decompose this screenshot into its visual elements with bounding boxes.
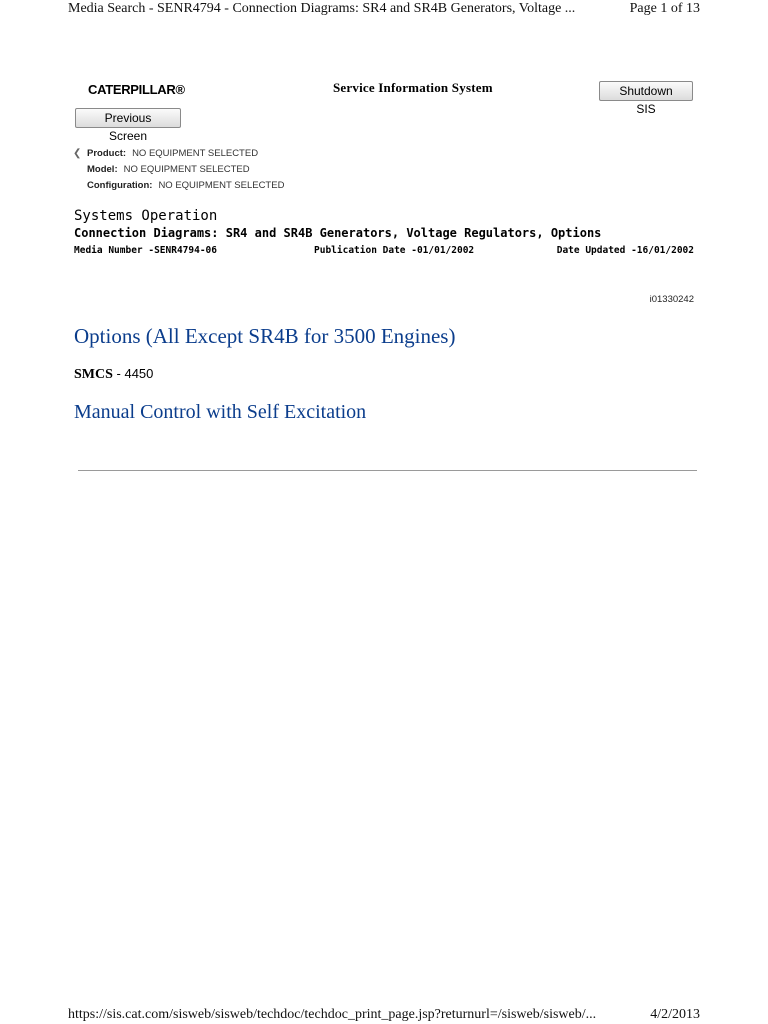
smcs-value: 4450 bbox=[124, 366, 154, 381]
print-date: 4/2/2013 bbox=[650, 1007, 700, 1022]
smcs-code bbox=[74, 366, 153, 383]
date-updated: Date Updated -16/01/2002 bbox=[556, 245, 694, 256]
configuration-value: NO EQUIPMENT SELECTED bbox=[158, 180, 285, 191]
collapse-arrow-icon[interactable]: ❮ bbox=[73, 148, 82, 159]
smcs-label: SMCS bbox=[74, 367, 113, 382]
product-value: NO EQUIPMENT SELECTED bbox=[132, 148, 259, 159]
configuration-label: Configuration: bbox=[87, 180, 153, 191]
equipment-selection bbox=[73, 146, 284, 194]
illustration-id: i01330242 bbox=[649, 294, 694, 305]
previous-screen-button[interactable]: Previous Screen bbox=[75, 108, 181, 128]
media-number: Media Number -SENR4794-06 bbox=[74, 245, 217, 256]
app-title: Service Information System bbox=[333, 80, 493, 95]
publication-date: Publication Date -01/01/2002 bbox=[314, 245, 475, 256]
print-header bbox=[68, 1, 700, 17]
shutdown-sis-button[interactable]: Shutdown SIS bbox=[599, 81, 693, 101]
print-url: https://sis.cat.com/sisweb/sisweb/techdoc/techdoc_print_page.jsp?returnurl=/sisweb/sisweb/... bbox=[68, 1007, 597, 1022]
print-footer bbox=[68, 1007, 700, 1023]
divider bbox=[78, 470, 697, 471]
print-page-title: Media Search - SENR4794 - Connection Diagrams: SR4 and SR4B Generators, Voltage ... bbox=[68, 1, 576, 16]
document-category: Systems Operation bbox=[74, 208, 218, 224]
product-label: Product: bbox=[87, 148, 127, 159]
page-heading: Options (All Except SR4B for 3500 Engines) bbox=[74, 324, 456, 348]
section-heading: Manual Control with Self Excitation bbox=[74, 401, 367, 423]
model-label: Model: bbox=[87, 164, 118, 175]
caterpillar-logo: CATERPILLAR® bbox=[88, 82, 185, 97]
print-page-number: Page 1 of 13 bbox=[629, 1, 700, 16]
document-subtitle: Connection Diagrams: SR4 and SR4B Generators, Voltage Regulators, Options bbox=[74, 226, 602, 240]
smcs-separator: - bbox=[112, 366, 125, 381]
model-value: NO EQUIPMENT SELECTED bbox=[123, 164, 250, 175]
